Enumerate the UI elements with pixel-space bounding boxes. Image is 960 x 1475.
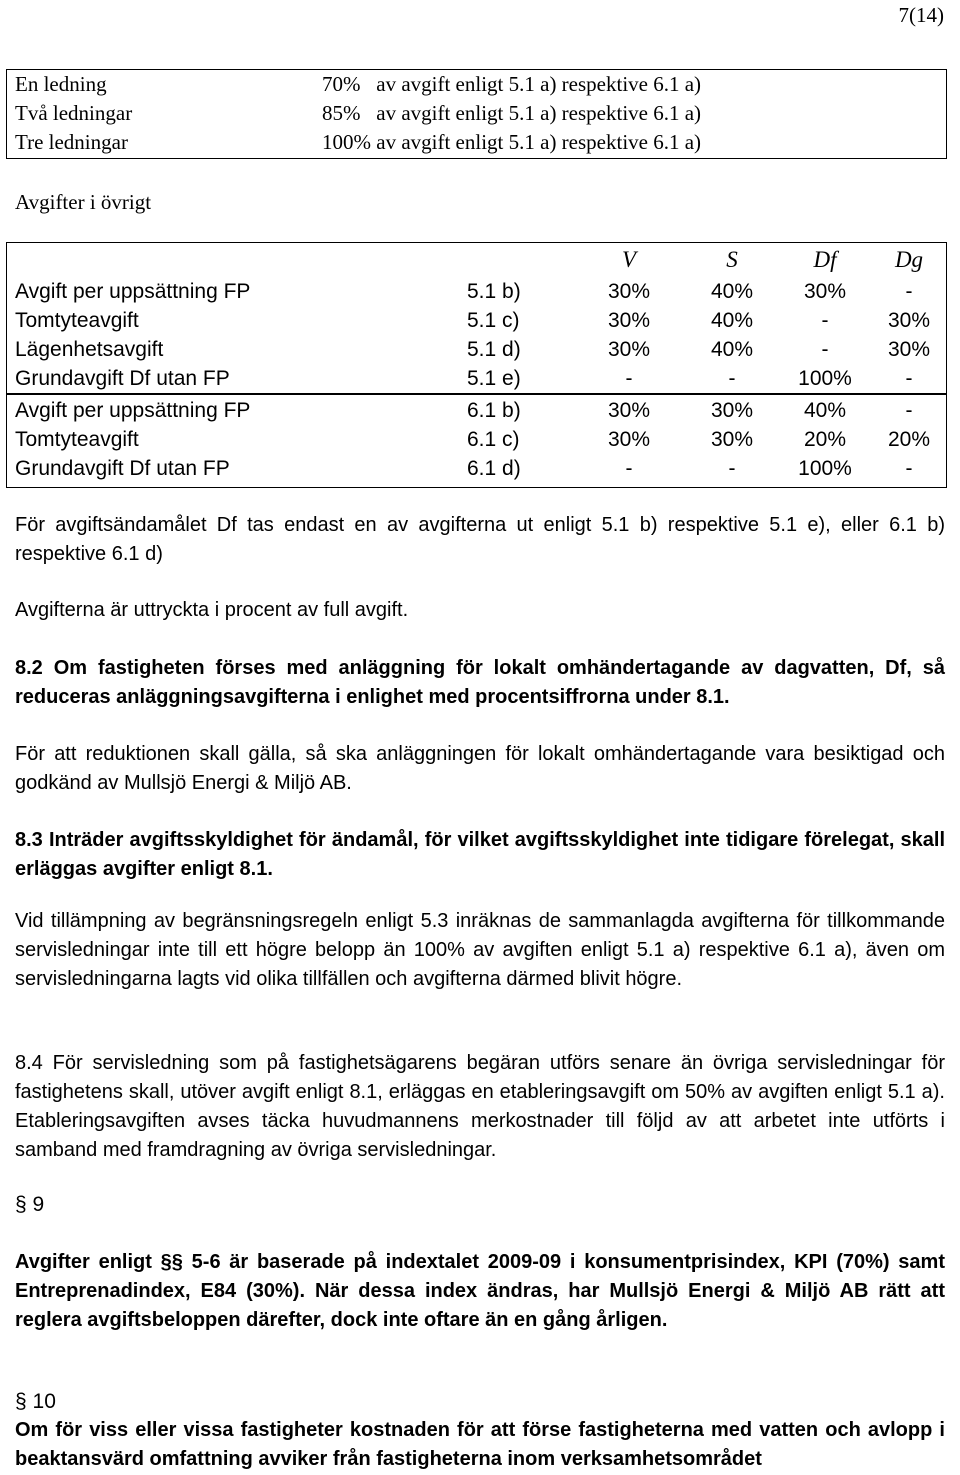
- table-row: [7, 335, 946, 364]
- row-text: 85% av avgift enligt 5.1 a) respektive 6.1 a): [322, 101, 702, 125]
- fee-percent-table: [6, 242, 947, 488]
- row-ref: 5.1 c): [467, 309, 520, 332]
- cell-df: 40%: [803, 399, 847, 422]
- cell-s: 30%: [710, 428, 754, 451]
- cell-s: 40%: [710, 280, 754, 303]
- cell-dg: -: [905, 399, 913, 422]
- cell-s: 40%: [710, 338, 754, 361]
- cell-v: 30%: [607, 280, 651, 303]
- row-label: Två ledningar: [15, 101, 133, 125]
- cell-df: -: [821, 338, 829, 361]
- section-10-text: Om för viss eller vissa fastigheter kostnaden för att förse fastigheterna med vatten och avlopp i beaktansvärd omfattning avviker från fastigheterna inom verksamhetsområdet: [15, 1419, 945, 1470]
- table-row: [7, 306, 946, 335]
- page-number: 7(14): [898, 3, 944, 27]
- cell-v: 30%: [607, 399, 651, 422]
- cell-dg: -: [905, 280, 913, 303]
- row-ref: 5.1 d): [467, 338, 521, 361]
- cell-df: 100%: [798, 457, 852, 480]
- cell-dg: -: [905, 367, 913, 390]
- cell-s: 30%: [710, 399, 754, 422]
- table-row: [7, 396, 946, 425]
- row-label: Lägenhetsavgift: [15, 338, 164, 361]
- cell-df: -: [821, 309, 829, 332]
- lines-reduction-table: [6, 69, 947, 159]
- cell-v: 30%: [607, 338, 651, 361]
- cell-s: 40%: [710, 309, 754, 332]
- row-ref: 5.1 b): [467, 280, 521, 303]
- row-label: Tomtyteavgift: [15, 428, 139, 451]
- table-row: [7, 277, 946, 306]
- row-ref: 6.1 d): [467, 457, 521, 480]
- table-row: [7, 364, 946, 393]
- note-percent: Avgifterna är uttryckta i procent av full avgift.: [15, 599, 409, 621]
- cell-v: 30%: [607, 428, 651, 451]
- row-label: Avgift per uppsättning FP: [15, 280, 251, 303]
- row-ref: 6.1 c): [467, 428, 520, 451]
- row-text: 100% av avgift enligt 5.1 a) respektive 6.1 a): [322, 130, 702, 154]
- col-header-df: Df: [813, 247, 837, 272]
- row-ref: 6.1 b): [467, 399, 521, 422]
- cell-v: 30%: [607, 309, 651, 332]
- table-row: [7, 454, 946, 483]
- row-text: 70% av avgift enligt 5.1 a) respektive 6.1 a): [322, 72, 702, 96]
- section-8-4-text: 8.4 För servisledning som på fastighetsägarens begäran utförs senare än övriga servisledningar för fastighetens skall, utöver avgift enligt 8.1, erläggas en etableringsavgift om 50% av avgiften enligt 5.1 a). Etableringsavgiften avses täcka huvudmannens merkostnader till följd av att arbetet inte utförts i samband med framdragning av övriga servisledningar.: [15, 1052, 945, 1161]
- section-9-heading: § 9: [15, 1193, 45, 1216]
- cell-df: 30%: [803, 280, 847, 303]
- row-label: Tomtyteavgift: [15, 309, 139, 332]
- section-8-3-text: Vid tillämpning av begränsningsregeln enligt 5.3 inräknas de sammanlagda avgifterna för tillkommande servisledningar inte till ett högre belopp än 100% av avgiften enligt 5.1 a) respektive 6.1 a), även om servisledningarna lagts vid olika tillfällen och avgifterna därmed blivit högre.: [15, 910, 945, 990]
- heading-ovrigt: Avgifter i övrigt: [15, 190, 152, 214]
- cell-dg: 30%: [887, 338, 931, 361]
- cell-v: -: [625, 457, 633, 480]
- col-header-dg: Dg: [894, 247, 924, 272]
- note-df: För avgiftsändamålet Df tas endast en av avgifterna ut enligt 5.1 b) respektive 5.1 e), eller 6.1 b) respektive 6.1 d): [15, 514, 945, 565]
- table-divider: [7, 393, 946, 395]
- section-9-text: Avgifter enligt §§ 5-6 är baserade på indextalet 2009-09 i konsumentprisindex, KPI (70%) samt Entreprenadindex, E84 (30%). När dessa index ändras, har Mullsjö Energi & Miljö AB rätt att reglera avgiftsbeloppen därefter, dock inte oftare än en gång årligen.: [15, 1251, 945, 1331]
- row-label: Tre ledningar: [15, 130, 128, 154]
- section-8-2-text: För att reduktionen skall gälla, så ska anläggningen för lokalt omhändertagande vara besiktigad och godkänd av Mullsjö Energi & Miljö AB.: [15, 743, 945, 794]
- section-8-3-heading: 8.3 Inträder avgiftsskyldighet för ändamål, för vilket avgiftsskyldighet inte tidigare förelegat, skall erläggas avgifter enligt 8.1.: [15, 829, 945, 880]
- col-header-s: S: [726, 247, 738, 272]
- cell-v: -: [625, 367, 633, 390]
- cell-s: -: [728, 367, 736, 390]
- row-label: En ledning: [15, 72, 107, 96]
- cell-dg: 20%: [887, 428, 931, 451]
- row-label: Grundavgift Df utan FP: [15, 367, 230, 390]
- table-row: [7, 425, 946, 454]
- cell-df: 20%: [803, 428, 847, 451]
- cell-dg: -: [905, 457, 913, 480]
- col-header-v: V: [621, 247, 637, 272]
- row-label: Avgift per uppsättning FP: [15, 399, 251, 422]
- cell-s: -: [728, 457, 736, 480]
- section-8-2-heading: 8.2 Om fastigheten förses med anläggning för lokalt omhändertagande av dagvatten, Df, så reduceras anläggningsavgifterna i enlighet med procentsiffrorna under 8.1.: [15, 657, 945, 708]
- row-ref: 5.1 e): [467, 367, 521, 390]
- row-label: Grundavgift Df utan FP: [15, 457, 230, 480]
- section-10-heading: § 10: [15, 1390, 56, 1413]
- cell-dg: 30%: [887, 309, 931, 332]
- cell-df: 100%: [798, 367, 852, 390]
